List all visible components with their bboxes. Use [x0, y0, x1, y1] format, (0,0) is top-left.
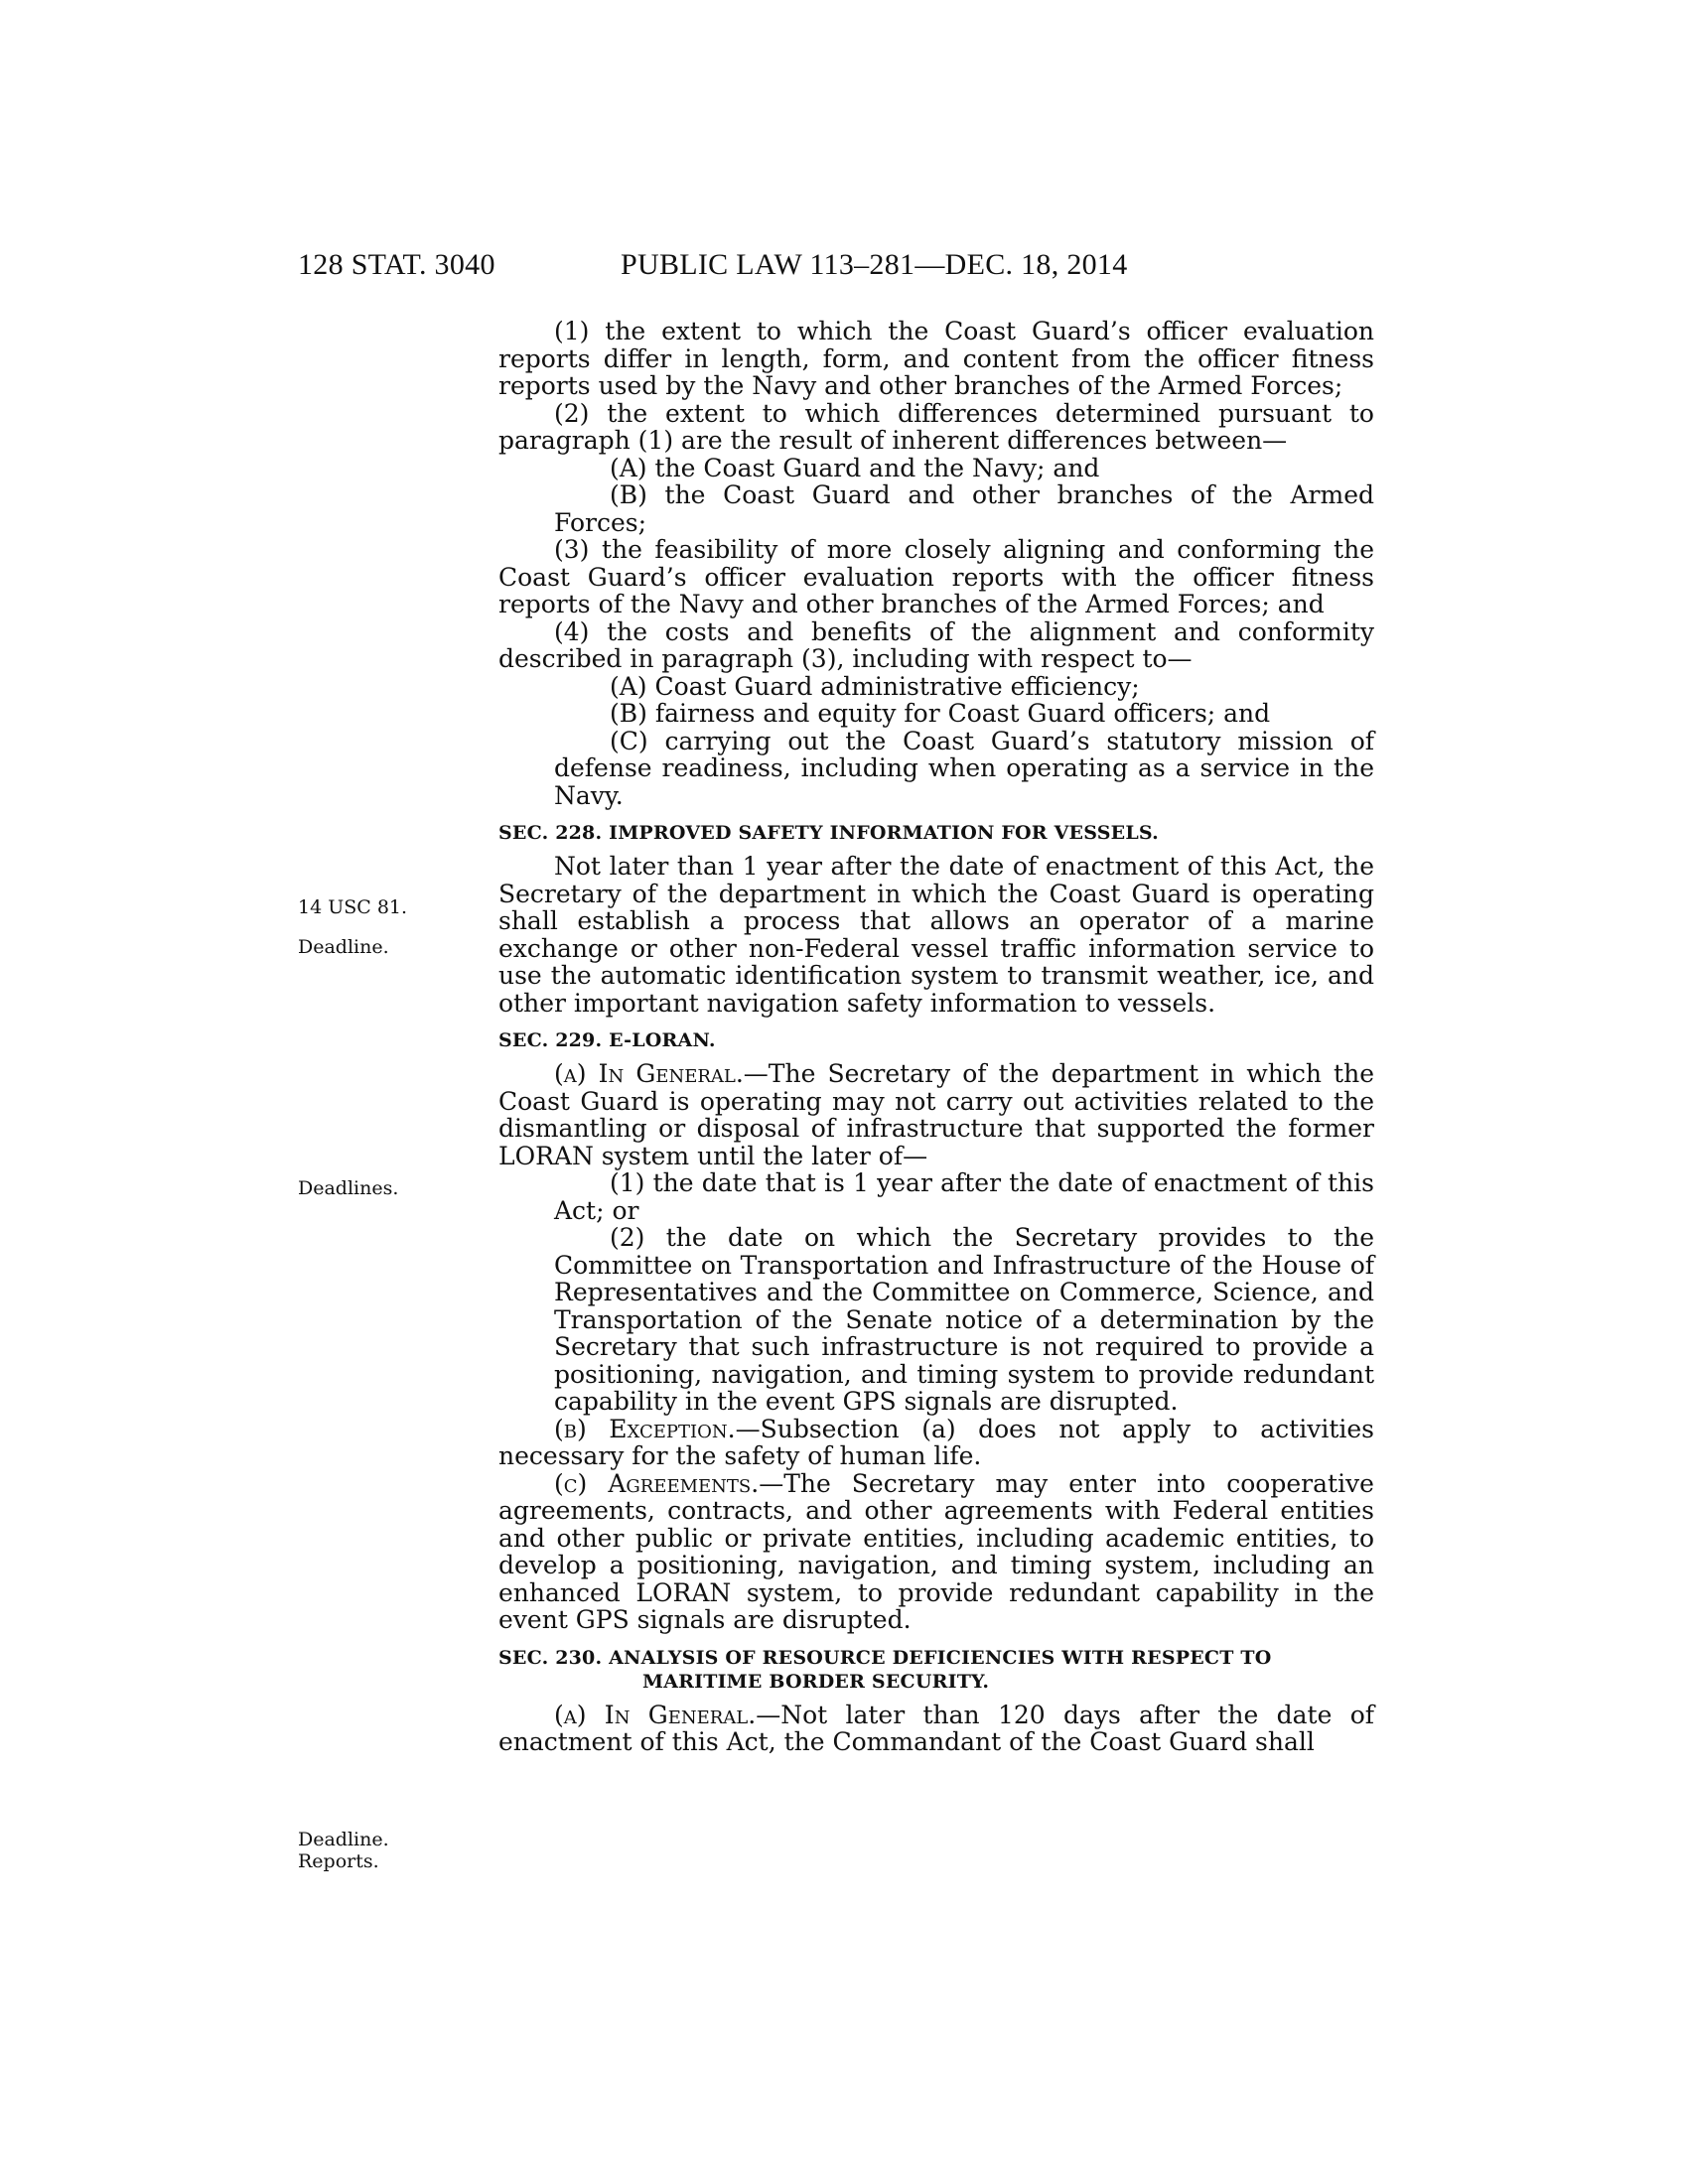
margin-note-deadlines-text: Deadlines.: [298, 1177, 399, 1199]
section-229-a-text: —The Secretary of the department in which the Coast Guard is operating may not carry out activities related to the dismantling or disposal of infrastructure that supported the former LORAN system until the later of—: [498, 1059, 1374, 1170]
page-header: [298, 248, 1390, 288]
section-230-heading-line-1: SEC. 230. ANALYSIS OF RESOURCE DEFICIENCIES WITH RESPECT TO: [498, 1646, 1272, 1669]
margin-note-deadline-reports: [298, 1829, 447, 1872]
margin-note-reports-230-text: Reports.: [298, 1850, 379, 1872]
section-229-a-1: (1) the date that is 1 year after the date of enactment of this Act; or: [554, 1168, 1374, 1225]
margin-note-deadline-text: Deadline.: [298, 936, 389, 958]
paragraph-item-2a: (A) the Coast Guard and the Navy; and: [610, 453, 1100, 482]
margin-note-deadline: [298, 936, 447, 958]
section-229-c-text: —The Secretary may enter into cooperative agreements, contracts, and other agreements with Federal entities and other public or private entities, including academic entities, to develop a positioning, navigation, and timing system, including an enhanced LORAN system, to provide redundant capability in the event GPS signals are disrupted.: [498, 1468, 1374, 1634]
page-number: 128 STAT. 3040: [298, 248, 495, 281]
margin-note-deadline-230-text: Deadline.: [298, 1829, 389, 1850]
section-229-subsection-a: [498, 1060, 1374, 1169]
section-229-subsection-b: [498, 1416, 1374, 1470]
margin-note-deadlines: [298, 1177, 447, 1199]
section-229-a-2: (2) the date on which the Secretary provides to the Committee on Transportation and Infrastructure of the House of Representatives and the Committee on Commerce, Science, and Transportation of the Senate notice of a determination by the Secretary that such infrastructure is not required to provide a positioning, navigation, and timing system to provide redundant capability in the event GPS signals are disrupted.: [554, 1223, 1374, 1416]
margin-note-usc-text: 14 USC 81.: [298, 896, 408, 918]
margin-note-usc: [298, 896, 447, 918]
paragraph-item-1: (1) the extent to which the Coast Guard’s officer evaluation reports differ in length, form, and content from the officer fitness reports used by the Navy and other branches of the Armed Forces;: [498, 317, 1374, 400]
section-230-heading: [498, 1646, 1374, 1694]
section-230-heading-line-2: MARITIME BORDER SECURITY.: [642, 1670, 990, 1693]
paragraph-item-4b: (B) fairness and equity for Coast Guard officers; and: [610, 699, 1271, 728]
section-228-body: Not later than 1 year after the date of enactment of this Act, the Secretary of the department in which the Coast Guard is operating shall establish a process that allows an operator of a marine exchange or other non-Federal vessel traffic information service to use the automatic identification system to transmit weather, ice, and other important navigation safety information to vessels.: [498, 852, 1374, 1018]
paragraph-item-4c: (C) carrying out the Coast Guard’s statutory mission of defense readiness, including when operating as a service in the Navy.: [554, 726, 1374, 810]
running-head: PUBLIC LAW 113–281—DEC. 18, 2014: [621, 248, 1128, 281]
paragraph-item-3: (3) the feasibility of more closely aligning and conforming the Coast Guard’s officer evaluation reports with the officer fitness reports of the Navy and other branches of the Armed Forces; and: [498, 535, 1374, 618]
document-body: [498, 318, 1374, 1756]
section-230-subsection-a: [498, 1702, 1374, 1756]
section-229-b-label: (b) Exception.: [554, 1414, 736, 1443]
paragraph-item-2: (2) the extent to which differences determined pursuant to paragraph (1) are the result of inherent differences between—: [498, 398, 1374, 455]
section-229-c-label: (c) Agreements.: [554, 1468, 760, 1498]
section-229-heading: SEC. 229. E-LORAN.: [498, 1029, 716, 1051]
section-229-a-label: (a) In General.: [554, 1059, 744, 1088]
section-229-b-text: —Subsection (a) does not apply to activities necessary for the safety of human life.: [498, 1414, 1374, 1470]
section-228-heading: SEC. 228. IMPROVED SAFETY INFORMATION FOR VESSELS.: [498, 822, 1159, 844]
paragraph-item-4a: (A) Coast Guard administrative efficiency;: [610, 671, 1140, 701]
paragraph-item-4: (4) the costs and benefits of the alignment and conformity described in paragraph (3), including with respect to—: [498, 616, 1374, 673]
paragraph-item-2b: (B) the Coast Guard and other branches of the Armed Forces;: [554, 480, 1374, 537]
section-230-a-label: (a) In General.: [554, 1700, 757, 1729]
section-229-subsection-c: [498, 1470, 1374, 1634]
section-230-a-text: —Not later than 120 days after the date of enactment of this Act, the Commandant of the Coast Guard shall: [498, 1700, 1374, 1756]
